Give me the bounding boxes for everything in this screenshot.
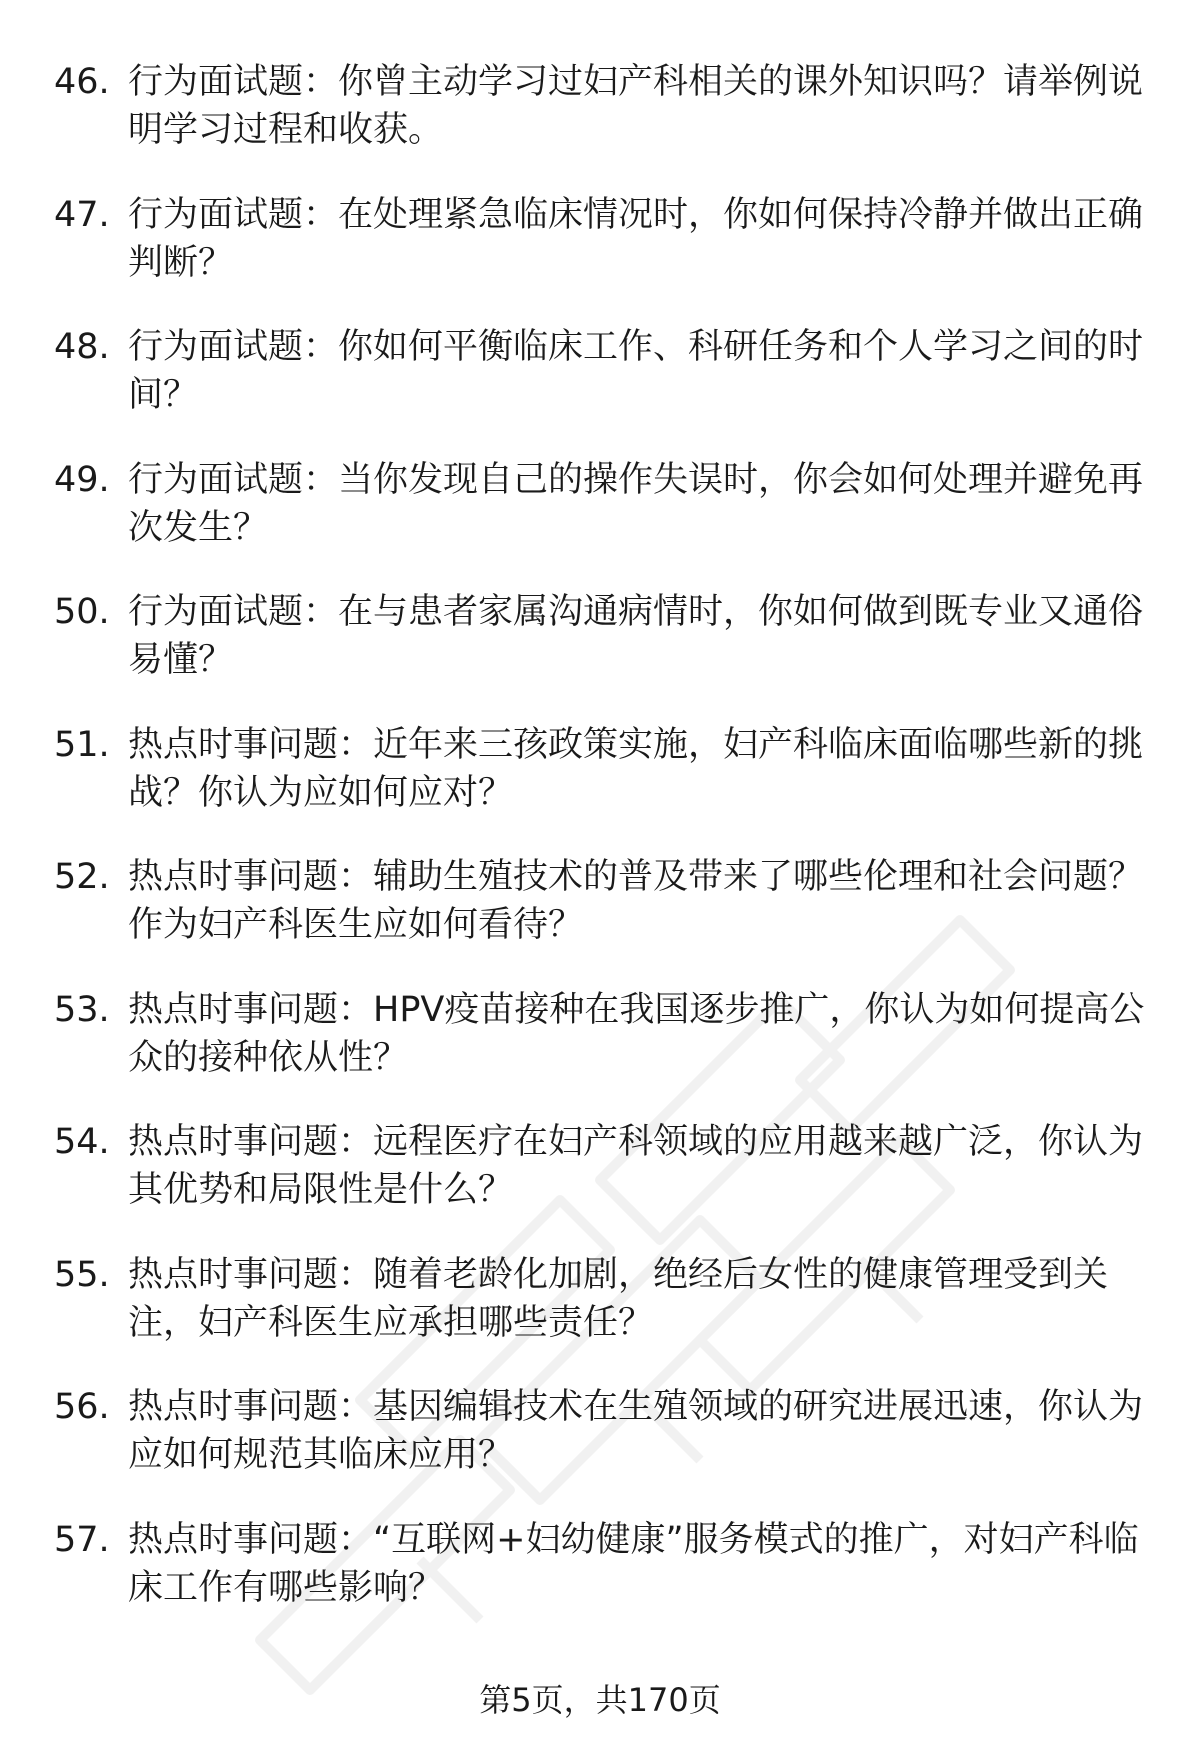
question-number: 47. (54, 194, 110, 235)
question-number: 54. (54, 1122, 110, 1162)
question-item (54, 456, 1154, 589)
question-item (54, 986, 1154, 1119)
question-text: 行为面试题：在与患者家属沟通病情时，你如何做到既专业又通俗易懂？ (128, 592, 1144, 680)
question-text: 行为面试题：当你发现自己的操作失误时，你会如何处理并避免再次发生？ (128, 459, 1144, 548)
question-text: 热点时事问题：“互联网+妇幼健康”服务模式的推广，对妇产科临床工作有哪些影响？ (128, 1519, 1139, 1608)
question-item (54, 191, 1154, 324)
question-text: 热点时事问题：近年来三孩政策实施，妇产科临床面临哪些新的挑战？你认为应如何应对？ (128, 724, 1144, 813)
question-number: 55. (54, 1254, 110, 1295)
question-item (54, 1516, 1154, 1649)
question-item (54, 1383, 1154, 1516)
question-item (54, 1251, 1154, 1384)
question-number: 52. (54, 857, 110, 897)
question-item (54, 588, 1154, 721)
question-number: 46. (54, 62, 110, 102)
question-number: 50. (54, 592, 110, 632)
question-number: 51. (54, 724, 110, 765)
question-text: 热点时事问题：随着老龄化加剧，绝经后女性的健康管理受到关注，妇产科医生应承担哪些责任？ (128, 1254, 1109, 1343)
question-number: 56. (54, 1387, 110, 1427)
question-item (54, 323, 1154, 456)
question-item (54, 853, 1154, 986)
question-text: 热点时事问题：远程医疗在妇产科领域的应用越来越广泛，你认为其优势和局限性是什么？ (128, 1122, 1144, 1210)
question-number: 57. (54, 1519, 110, 1560)
question-text: 热点时事问题：HPV疫苗接种在我国逐步推广，你认为如何提高公众的接种依从性？ (128, 989, 1145, 1078)
question-text: 行为面试题：在处理紧急临床情况时，你如何保持冷静并做出正确判断？ (128, 194, 1144, 283)
question-number: 48. (54, 327, 110, 367)
question-text: 行为面试题：你曾主动学习过妇产科相关的课外知识吗？请举例说明学习过程和收获。 (128, 62, 1144, 150)
question-number: 53. (54, 989, 110, 1030)
question-list (54, 58, 1154, 1648)
page-footer (0, 1680, 1200, 1720)
question-text: 行为面试题：你如何平衡临床工作、科研任务和个人学习之间的时间？ (128, 327, 1144, 415)
question-item (54, 1118, 1154, 1251)
question-number: 49. (54, 459, 110, 500)
question-item (54, 58, 1154, 191)
question-text: 热点时事问题：辅助生殖技术的普及带来了哪些伦理和社会问题？作为妇产科医生应如何看待？ (128, 857, 1144, 945)
question-text: 热点时事问题：基因编辑技术在生殖领域的研究进展迅速，你认为应如何规范其临床应用？ (128, 1387, 1144, 1475)
question-item (54, 721, 1154, 854)
page-number-label: 第5页，共170页 (479, 1681, 721, 1719)
